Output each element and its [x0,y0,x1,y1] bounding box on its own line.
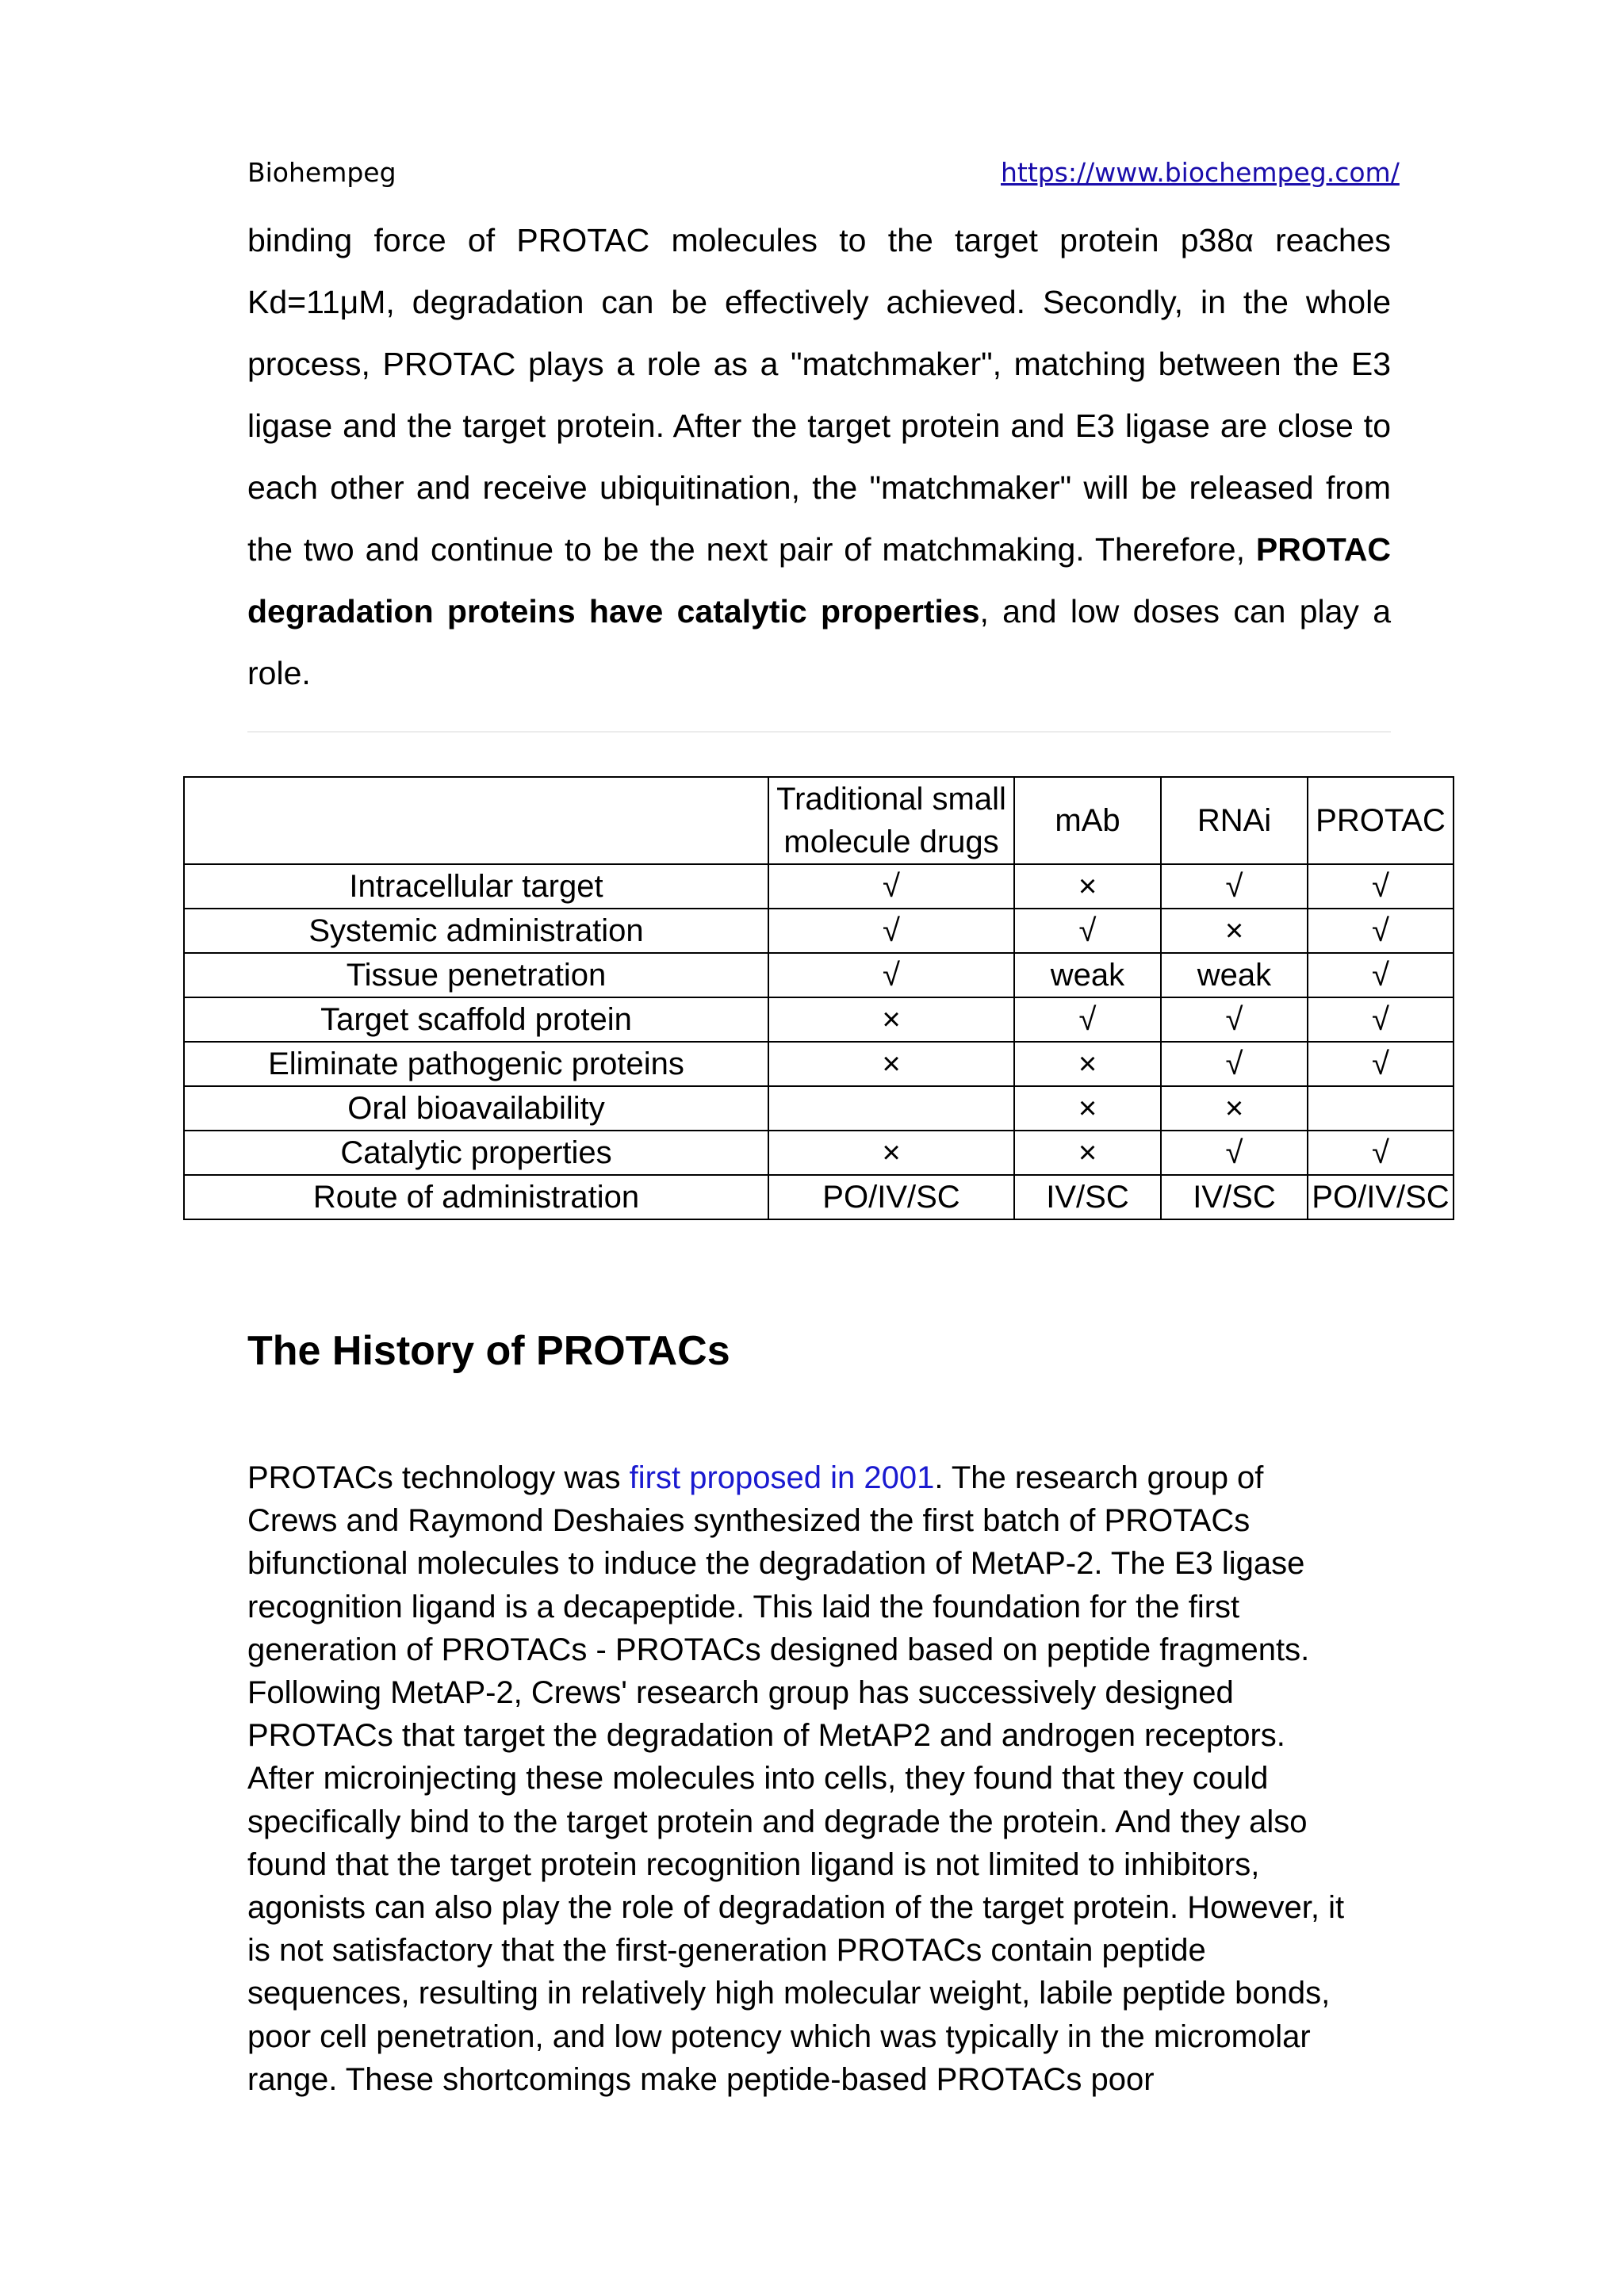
table-row [184,1042,1454,1086]
horizontal-divider [247,731,1391,733]
table-row [184,864,1454,909]
history-line [247,1586,1405,1628]
table-cell: √ [1308,864,1454,909]
table-row-label: Eliminate pathogenic proteins [184,1042,768,1086]
table-cell: × [1161,1086,1308,1131]
table-cell: IV/SC [1014,1175,1161,1219]
table-cell: √ [1308,1131,1454,1175]
history-text: Crews and Raymond Deshaies synthesized the first batch of PROTACs [247,1503,1251,1539]
table-cell: × [1014,1042,1161,1086]
table-cell: √ [1308,1042,1454,1086]
history-text: After microinjecting these molecules into cells, they found that they could [247,1761,1269,1797]
table-row [184,997,1454,1042]
table-cell: × [1014,864,1161,909]
table-header-cell [184,777,768,864]
history-line [247,1800,1405,1843]
history-paragraph [247,1456,1405,2101]
history-text: agonists can also play the role of degradation of the target protein. However, it [247,1890,1345,1926]
table-cell: weak [1161,953,1308,997]
table-cell: √ [1161,864,1308,909]
history-text: poor cell penetration, and low potency which was typically in the micromolar [247,2019,1311,2054]
table-cell: √ [1014,997,1161,1042]
table-cell: √ [768,864,1014,909]
table-cell: × [1014,1086,1161,1131]
history-line [247,1843,1405,1886]
table-cell: PO/IV/SC [1308,1175,1454,1219]
history-text: bifunctional molecules to induce the degradation of MetAP-2. The E3 ligase [247,1546,1305,1582]
table-row-label: Catalytic properties [184,1131,768,1175]
history-text: sequences, resulting in relatively high molecular weight, labile peptide bonds, [247,1976,1331,2011]
intro-text: binding force of PROTAC molecules to the target protein p38α reaches Kd=11μM, degradation can be effectively achieved. Secondly, in the whole process, PROTAC plays a role as a "matchmaker", matching between the E3 ligase and the target protein. After the target protein and E3 ligase are close to each other and receive ubiquitination, the "matchmaker" will be released from the two and continue to be the next pair of matchmaking. Therefore, [247,222,1391,568]
history-line [247,1499,1405,1542]
table-row [184,1131,1454,1175]
table-row [184,909,1454,953]
history-text: PROTACs that target the degradation of MetAP2 and androgen receptors. [247,1718,1285,1754]
table-row-label: Intracellular target [184,864,768,909]
intro-text-end: , and low doses can play a role. [247,593,1391,691]
table-cell: √ [768,953,1014,997]
history-text: range. These shortcomings make peptide-based PROTACs poor [247,2061,1155,2097]
table-row-label: Tissue penetration [184,953,768,997]
history-line [247,1671,1405,1714]
table-cell: × [1161,909,1308,953]
history-line [247,1714,1405,1757]
history-line [247,1456,1405,1499]
history-text: specifically bind to the target protein and degrade the protein. And they also [247,1804,1308,1839]
table-row-label: Target scaffold protein [184,997,768,1042]
table-cell: √ [1308,953,1454,997]
history-text: generation of PROTACs - PROTACs designed based on peptide fragments. [247,1632,1310,1667]
table-cell: √ [1161,1131,1308,1175]
table-row-label: Systemic administration [184,909,768,953]
history-text: Following MetAP-2, Crews' research group has successively designed [247,1675,1234,1711]
table-cell: √ [768,909,1014,953]
table-cell [768,1086,1014,1131]
table-cell: PO/IV/SC [768,1175,1014,1219]
table-cell: √ [1308,997,1454,1042]
table-cell: × [768,1131,1014,1175]
comparison-table [183,776,1454,1220]
history-line [247,1542,1405,1585]
history-line [247,1972,1405,2015]
table-header-cell: RNAi [1161,777,1308,864]
intro-bold-text: PROTAC degradation proteins have catalytic properties [247,531,1391,629]
table-row-label: Oral bioavailability [184,1086,768,1131]
table-row [184,1086,1454,1131]
history-text: . The research group of [934,1460,1264,1495]
table-cell: √ [1161,997,1308,1042]
table-cell: × [768,997,1014,1042]
table-cell: weak [1014,953,1161,997]
header-brand: Biohempeg [247,157,396,188]
first-proposed-link[interactable]: first proposed in 2001 [629,1460,935,1495]
history-text: PROTACs technology was [247,1460,630,1495]
section-heading: The History of PROTACs [247,1328,730,1374]
history-line [247,1886,1405,1929]
table-cell: × [768,1042,1014,1086]
table-cell: × [1014,1131,1161,1175]
table-row [184,953,1454,997]
table-cell: √ [1161,1042,1308,1086]
table-cell [1308,1086,1454,1131]
history-line [247,2015,1405,2058]
table-cell: √ [1308,909,1454,953]
history-text: found that the target protein recognition ligand is not limited to inhibitors, [247,1846,1260,1882]
table-header-row [184,777,1454,864]
intro-paragraph [247,209,1391,704]
history-text: is not satisfactory that the first-generation PROTACs contain peptide [247,1933,1206,1969]
table-header-cell: mAb [1014,777,1161,864]
history-line [247,1929,1405,1972]
header-url-link[interactable]: https://www.biochempeg.com/ [1001,157,1400,188]
table-cell: IV/SC [1161,1175,1308,1219]
history-line [247,1628,1405,1671]
table-header-cell: PROTAC [1308,777,1454,864]
history-line [247,2058,1405,2101]
history-line [247,1757,1405,1800]
table-row [184,1175,1454,1219]
table-cell: √ [1014,909,1161,953]
table-row-label: Route of administration [184,1175,768,1219]
table-header-cell: Traditional small molecule drugs [768,777,1014,864]
history-text: recognition ligand is a decapeptide. This laid the foundation for the first [247,1589,1240,1624]
